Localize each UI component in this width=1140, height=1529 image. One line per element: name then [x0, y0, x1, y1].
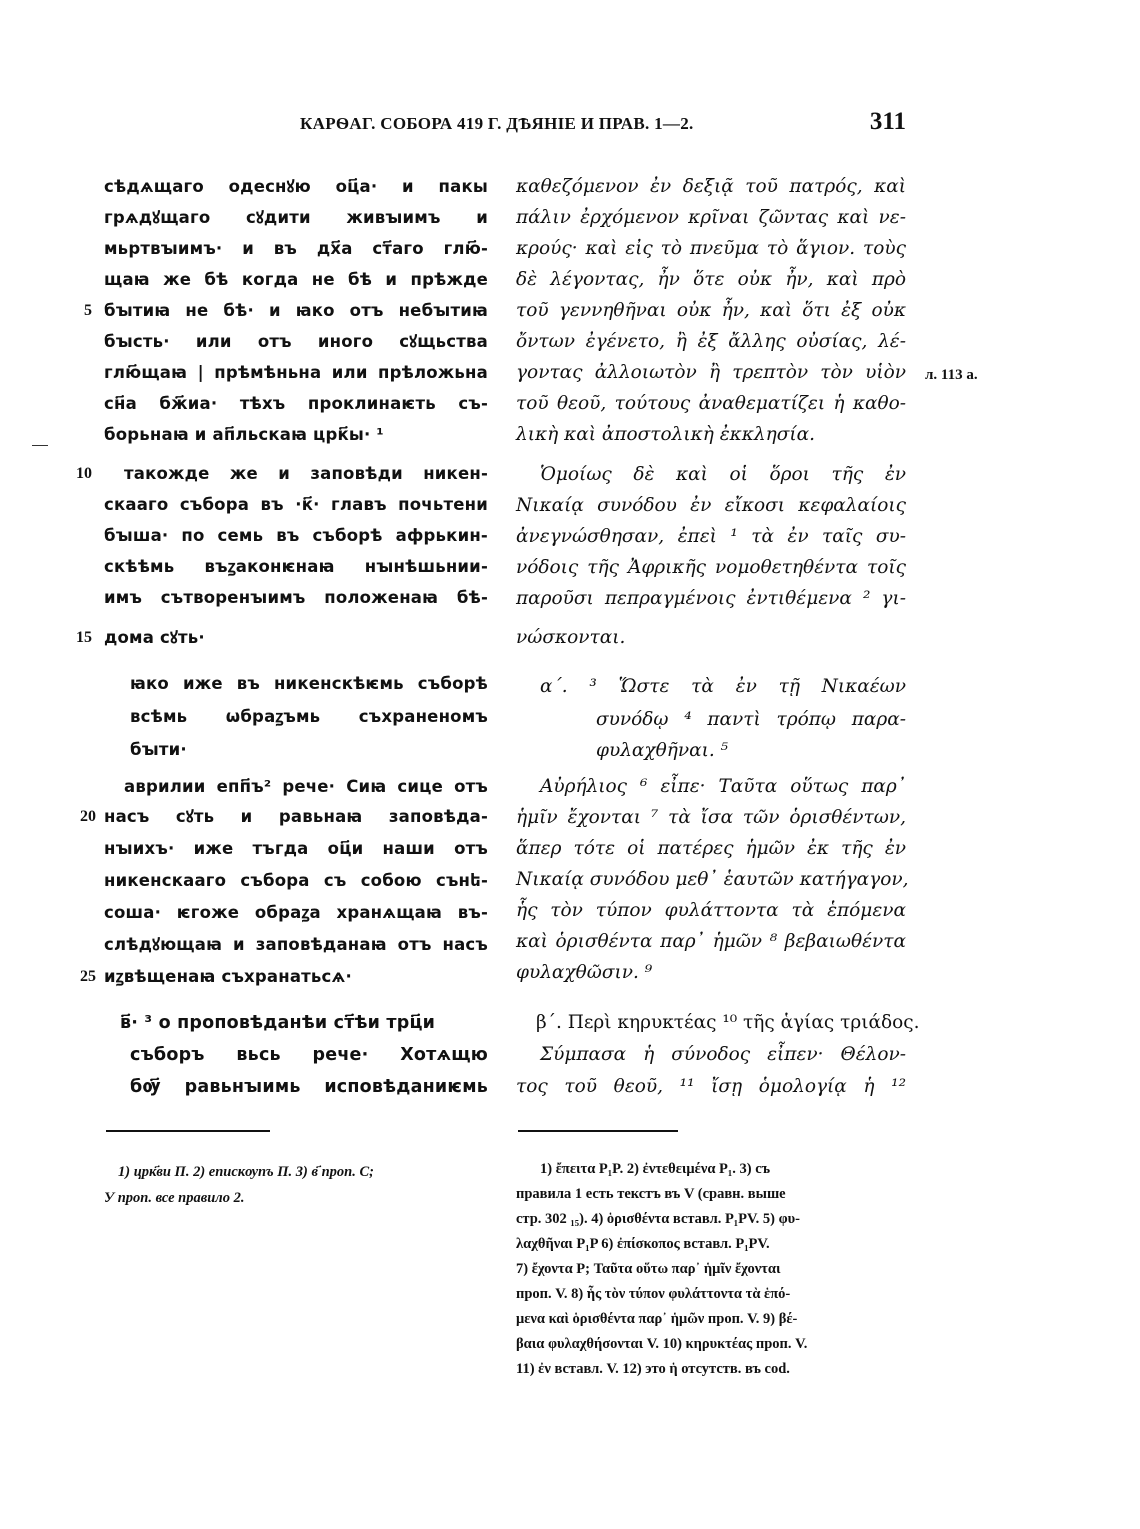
footnote-line: λαχθῆναι P₁P 6) ἐπίσκοπος вставл. P₁PV.: [516, 1236, 770, 1252]
left-line: бꙑша· по семь въ съборѣ афрькин-: [104, 526, 488, 545]
margin-mark: [32, 445, 48, 446]
left-line: всѣмь ѡбраꙁъмь съхраненомъ: [130, 707, 488, 726]
left-line: насъ сꙋть и равьнаꙗ заповѣда-: [104, 807, 488, 826]
left-line: сѣдѧщаго одеснꙋю оц҃а· и пакы: [104, 177, 488, 196]
right-line: Νικαίᾳ συνόδου μεθ᾽ ἑαυτῶν κατήγαγον,: [516, 869, 909, 890]
right-line: α΄. ³ Ὥστε τὰ ἐν τῇ Νικαέων: [540, 676, 906, 697]
running-header: КАРѲАГ. СОБОРА 419 Г. ДѢЯНIЕ И ПРАВ. 1—2.: [300, 114, 694, 133]
left-line: аврилии епп҃ъ² рече· Сиꙗ сице отъ: [124, 777, 488, 796]
right-line: Σύμπασα ἡ σύνοδος εἶπεν· Θέλον-: [540, 1044, 906, 1065]
folio-margin-note: л. 113 а.: [925, 367, 978, 383]
right-line: γοντας ἀλλοιωτὸν ἢ τρεπτὸν τὸν υἱὸν: [516, 362, 906, 383]
footnote-line: стр. 302 ₁₅). 4) ὁρισθέντα вставл. P₁PV. 5) φυ-: [516, 1211, 800, 1227]
left-line: скѣѣмь въꙁаконѥнаꙗ нꙑнѣшьнии-: [104, 557, 488, 576]
right-line: φυλαχθῶσιν. ⁹: [516, 962, 653, 983]
left-line: соша· ѥгоже обраꙁа хранѧщаꙗ въ-: [104, 903, 488, 922]
left-line: грѧдꙋщаго сꙋдити живꙑимъ и: [104, 208, 488, 227]
left-line: иꙁвѣщенаꙗ съхранатьсѧ·: [104, 967, 352, 986]
right-line: τος τοῦ θεοῦ, ¹¹ ἴσῃ ὁμολογίᾳ ἡ ¹²: [516, 1076, 906, 1097]
footnote-line: 7) ἔχοντα P; Ταῦτα οὕτω παρ᾽ ἡμῖν ἔχονται: [516, 1261, 781, 1277]
left-line: скааго събора въ ·к҃· главъ почьтени: [104, 495, 488, 514]
footnote-line: μενα καὶ ὁρισθέντα παρ᾽ ἡμῶν проп. V. 9) βέ-: [516, 1311, 798, 1327]
right-line: ἅπερ τότε οἱ πατέρες ἡμῶν ἐκ τῆς ἐν: [516, 838, 906, 859]
right-line: κρούς· καὶ εἰς τὸ πνεῦμα τὸ ἅγιον. τοὺς: [516, 238, 906, 259]
right-line: τοῦ θεοῦ, τούτους ἀναθεματίζει ἡ καθο-: [516, 393, 906, 414]
left-line: глю҃щаꙗ | прѣмѣньна или прѣложьна: [104, 363, 488, 382]
right-line: ἡμῖν ἔχονται ⁷ τὰ ἴσα τῶν ὁρισθέντων,: [516, 807, 906, 828]
right-line: καὶ ὁρισθέντα παρ᾽ ἡμῶν ⁸ βεβαιωθέντα: [516, 931, 906, 952]
left-line: щаꙗ же бѣ когда не бѣ и прѣжде: [104, 270, 488, 289]
left-line: в҃· ³ о проповѣданѣи ст҃ѣи трц҃и: [120, 1013, 436, 1033]
right-line: φυλαχθῆναι. ⁵: [596, 740, 729, 761]
right-line: β΄. Περὶ κηρυκτέας ¹⁰ τῆς ἁγίας τριάδος.: [536, 1012, 920, 1033]
left-line: нꙑихъ· иже тъгда оц҃и наши отъ: [104, 839, 488, 858]
right-line: Νικαίᾳ συνόδου ἐν εἴκοσι κεφαλαίοις: [516, 495, 906, 516]
footnote-line: проп. V. 8) ἧς τὸν τύπον φυλάττοντα τὰ ἑπό-: [516, 1286, 791, 1302]
right-line: συνόδῳ ⁴ παντὶ τρόπῳ παρα-: [596, 709, 906, 730]
left-line: никенскааго събора съ собою сънե-: [104, 871, 488, 890]
right-line: ἧς τὸν τύπον φυλάττοντα τὰ ἑπόμενα: [516, 900, 906, 921]
right-line: παροῦσι πεπραγμένοις ἐντιθέμενα ² γι-: [516, 588, 906, 609]
right-line: ἀνεγνώσθησαν, ἐπεὶ ¹ τὰ ἐν ταῖς συ-: [516, 526, 906, 547]
left-line: бꙑсть· или отъ иного сꙋщьства: [104, 332, 488, 351]
left-line: слѣдꙋющаꙗ и заповѣданаꙗ отъ насъ: [104, 935, 488, 954]
right-line: Αὐρήλιος ⁶ εἶπε· Ταῦτα οὕτως παρ᾽: [540, 776, 906, 797]
left-line: борьнаꙗ и ап҃льскаꙗ црк҃ы· ¹: [104, 425, 384, 444]
footnote-line: 1) црк҃ви П. 2) епискѹпъ П. 3) в҃ проп. С;: [118, 1164, 374, 1180]
left-footnote-rule: [106, 1130, 270, 1132]
right-line: λικὴ καὶ ἀποστολικὴ ἐκκλησία.: [516, 424, 815, 445]
line-number: 15: [76, 629, 92, 646]
left-line: имъ сътворенꙑимъ положенаꙗ бѣ-: [104, 588, 488, 607]
right-line: Ὁμοίως δὲ καὶ οἱ ὅροι τῆς ἐν: [540, 464, 906, 485]
line-number: 10: [76, 465, 92, 482]
footnote-line: У проп. все правило 2.: [104, 1190, 245, 1206]
right-footnote-rule: [518, 1130, 678, 1132]
left-line: такожде же и заповѣди никен-: [124, 464, 488, 483]
footnote-line: 1) ἔπειτα P₁P. 2) ἐντεθειμένα P₁. 3) съ: [540, 1161, 771, 1177]
right-line: νόδοις τῆς Ἀφρικῆς νομοθετηθέντα τοῖς: [516, 557, 906, 578]
right-line: ὄντων ἐγένετο, ἢ ἐξ ἄλλης οὐσίας, λέ-: [516, 331, 906, 352]
line-number: 5: [84, 302, 92, 319]
right-line: δὲ λέγοντας, ἦν ὅτε οὐκ ἦν, καὶ πρὸ: [516, 269, 906, 290]
footnote-line: правила 1 есть текстъ въ V (сравн. выше: [516, 1186, 786, 1202]
left-line: мьртвꙑимъ· и въ дх҃а ст҃аго глю҃-: [104, 239, 488, 258]
footnote-line: βαια φυλαχθήσονται V. 10) κηρυκτέας проп. V.: [516, 1336, 808, 1352]
page-number: 311: [869, 108, 906, 135]
line-number: 20: [80, 808, 96, 825]
right-line: τοῦ γεννηθῆναι οὐκ ἦν, καὶ ὅτι ἐξ οὐκ: [516, 300, 906, 321]
left-line: ꙗко иже въ никенскѣѥмь съборѣ: [130, 674, 488, 693]
left-line: бѹ҃ равьнꙑимь исповѣданиѥмь: [130, 1077, 488, 1097]
right-line: καθεζόμενον ἐν δεξιᾷ τοῦ πατρός, καὶ: [516, 176, 906, 197]
left-line: дома сꙋть·: [104, 628, 205, 647]
left-line: бꙑти·: [130, 740, 187, 759]
left-line: сн҃а бж҃иа· тѣхъ проклинаѥть съ-: [104, 394, 488, 413]
footnote-line: 11) ἐν вставл. V. 12) это ἡ отсутств. въ cod.: [516, 1361, 790, 1377]
line-number: 25: [80, 968, 96, 985]
right-line: πάλιν ἐρχόμενον κρῖναι ζῶντας καὶ νε-: [516, 207, 906, 228]
left-line: съборъ вьсь рече· Хотѧщю: [130, 1045, 488, 1065]
right-line: νώσκονται.: [516, 627, 626, 648]
left-line: бꙑтиꙗ не бѣ· и ꙗко отъ небꙑтиꙗ: [104, 301, 488, 320]
